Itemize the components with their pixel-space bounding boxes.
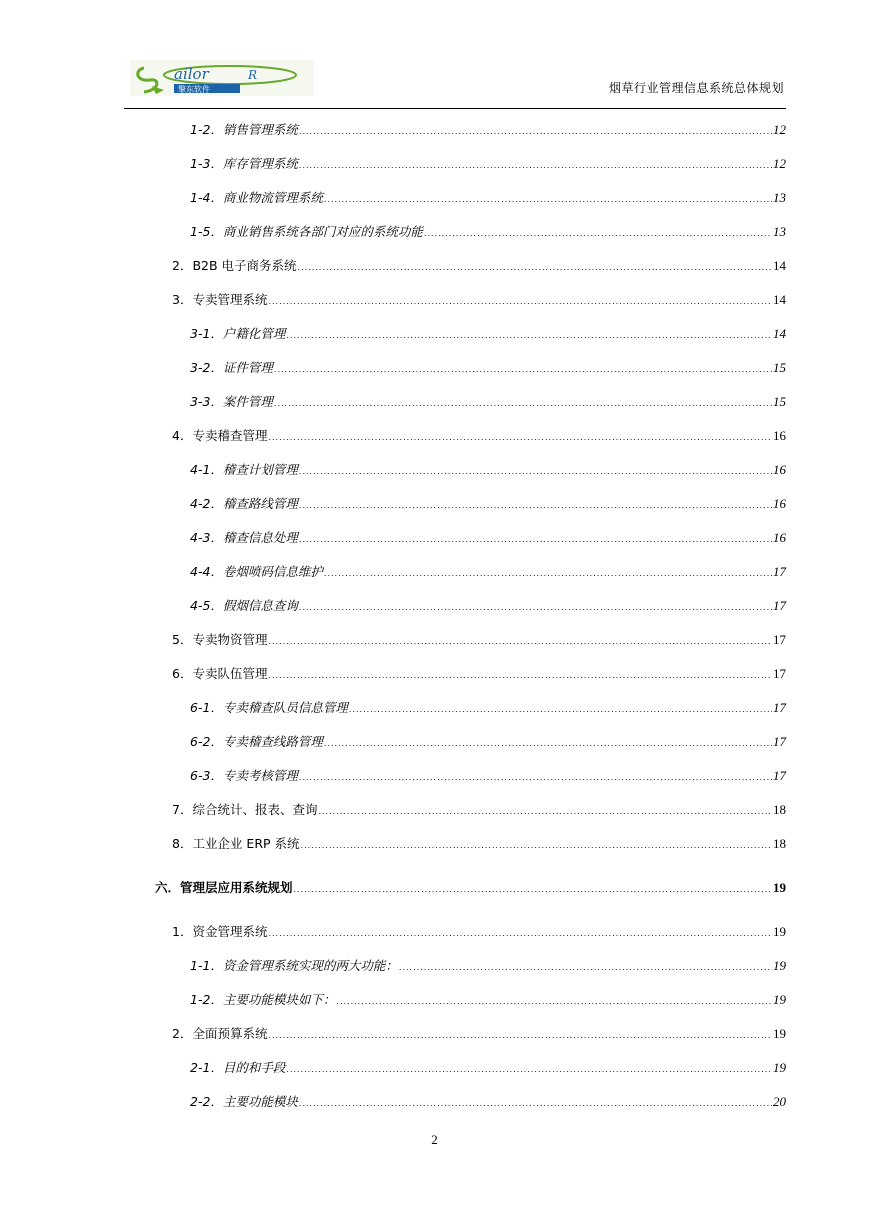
toc-entry-page: 14 — [773, 258, 786, 273]
toc-entry[interactable] — [190, 766, 786, 786]
toc-entry[interactable] — [172, 800, 786, 820]
toc-dot-leader — [268, 292, 772, 312]
page-header — [124, 58, 786, 109]
toc-dot-leader — [324, 564, 772, 584]
toc-entry-label: 3-3．案件管理 — [190, 394, 273, 409]
toc-dot-leader — [299, 462, 772, 482]
toc-entry-page: 15 — [773, 394, 786, 409]
toc-entry[interactable] — [190, 324, 786, 344]
toc-dot-leader — [299, 122, 772, 142]
svg-text:ailor: ailor — [174, 65, 209, 83]
toc-entry[interactable] — [172, 630, 786, 650]
toc-entry-page: 19 — [773, 1060, 786, 1075]
toc-entry-label: 7．综合统计、报表、查询 — [172, 802, 318, 817]
toc-entry[interactable] — [155, 878, 786, 898]
toc-entry-label: 2-2．主要功能模块 — [190, 1094, 298, 1109]
toc-entry-page: 17 — [773, 700, 786, 715]
page-number: 2 — [431, 1132, 438, 1147]
toc-entry-label: 6-3．专卖考核管理 — [190, 768, 298, 783]
toc-dot-leader — [286, 326, 772, 346]
toc-entry-label: 2．全面预算系统 — [172, 1026, 268, 1041]
toc-entry-page: 19 — [773, 992, 786, 1007]
svg-text:R: R — [248, 68, 258, 82]
toc-entry-page: 17 — [773, 666, 786, 681]
toc-entry-label: 6．专卖队伍管理 — [172, 666, 268, 681]
toc-dot-leader — [294, 880, 772, 900]
toc-entry-page: 16 — [773, 530, 786, 545]
toc-entry-page: 16 — [773, 428, 786, 443]
toc-entry-page: 12 — [773, 122, 786, 137]
toc-dot-leader — [268, 428, 772, 448]
toc-entry[interactable] — [190, 222, 786, 242]
toc-entry[interactable] — [190, 494, 786, 514]
toc-dot-leader — [324, 734, 772, 754]
toc-entry-page: 17 — [773, 632, 786, 647]
toc-entry[interactable] — [172, 834, 786, 854]
toc-entry[interactable] — [172, 664, 786, 684]
toc-dot-leader — [349, 700, 772, 720]
toc-entry-page: 14 — [773, 326, 786, 341]
toc-entry[interactable] — [190, 698, 786, 718]
toc-entry-label: 1-2．主要功能模块如下： — [190, 992, 336, 1007]
toc-dot-leader — [299, 768, 772, 788]
toc-entry-page: 17 — [773, 734, 786, 749]
toc-entry-label: 4-2．稽查路线管理 — [190, 496, 298, 511]
toc-entry[interactable] — [190, 460, 786, 480]
toc-entry-label: 1-2．销售管理系统 — [190, 122, 298, 137]
toc-entry-label: 2-1．目的和手段 — [190, 1060, 286, 1075]
toc-entry-label: 1-1．资金管理系统实现的两大功能： — [190, 958, 398, 973]
toc-entry-page: 19 — [773, 1026, 786, 1041]
toc-entry-page: 15 — [773, 360, 786, 375]
toc-entry[interactable] — [190, 956, 786, 976]
toc-dot-leader — [299, 156, 772, 176]
toc-entry-label: 3．专卖管理系统 — [172, 292, 268, 307]
toc-entry[interactable] — [190, 154, 786, 174]
toc-entry-page: 17 — [773, 598, 786, 613]
toc-entry[interactable] — [190, 528, 786, 548]
toc-dot-leader — [301, 836, 772, 856]
toc-entry[interactable] — [190, 990, 786, 1010]
toc-entry-label: 3-1．户籍化管理 — [190, 326, 286, 341]
toc-entry[interactable] — [190, 188, 786, 208]
toc-entry-page: 16 — [773, 462, 786, 477]
toc-entry-label: 1-4．商业物流管理系统 — [190, 190, 323, 205]
toc-entry[interactable] — [190, 1092, 786, 1112]
toc-dot-leader — [274, 360, 772, 380]
toc-dot-leader — [298, 258, 772, 278]
toc-dot-leader — [268, 632, 772, 652]
toc-entry-label: 6-2．专卖稽查线路管理 — [190, 734, 323, 749]
toc-entry-page: 18 — [773, 802, 786, 817]
toc-entry-label: 4-4．卷烟喷码信息维护 — [190, 564, 323, 579]
toc-entry-label: 3-2．证件管理 — [190, 360, 273, 375]
toc-entry[interactable] — [172, 290, 786, 310]
toc-dot-leader — [299, 530, 772, 550]
toc-entry-page: 17 — [773, 564, 786, 579]
toc-entry-page: 20 — [773, 1094, 786, 1109]
toc-entry[interactable] — [172, 426, 786, 446]
company-logo — [130, 60, 314, 96]
toc-entry[interactable] — [190, 358, 786, 378]
toc-entry-page: 13 — [773, 224, 786, 239]
toc-entry[interactable] — [190, 1058, 786, 1078]
toc-dot-leader — [424, 224, 772, 244]
toc-entry[interactable] — [190, 732, 786, 752]
toc-entry-page: 19 — [773, 880, 786, 895]
toc-dot-leader — [399, 958, 772, 978]
toc-entry-label: 1-5．商业销售系统各部门对应的系统功能 — [190, 224, 423, 239]
svg-text:擎东软件: 擎东软件 — [178, 85, 210, 94]
toc-entry-label: 4．专卖稽查管理 — [172, 428, 268, 443]
toc-entry[interactable] — [190, 120, 786, 140]
toc-entry-label: 6-1．专卖稽查队员信息管理 — [190, 700, 348, 715]
toc-dot-leader — [299, 598, 772, 618]
toc-entry[interactable] — [172, 922, 786, 942]
toc-entry-label: 2．B2B 电子商务系统 — [172, 258, 297, 273]
toc-entry-page: 14 — [773, 292, 786, 307]
toc-entry-label: 4-1．稽查计划管理 — [190, 462, 298, 477]
toc-dot-leader — [299, 496, 772, 516]
header-title: 烟草行业管理信息系统总体规划 — [608, 81, 784, 95]
toc-entry-page: 19 — [773, 958, 786, 973]
toc-entry[interactable] — [172, 1024, 786, 1044]
toc-entry-label: 8．工业企业 ERP 系统 — [172, 836, 300, 851]
toc-entry[interactable] — [190, 562, 786, 582]
toc-entry[interactable] — [190, 596, 786, 616]
toc-dot-leader — [286, 1060, 772, 1080]
toc-dot-leader — [268, 666, 772, 686]
toc-dot-leader — [268, 924, 772, 944]
toc-dot-leader — [299, 1094, 772, 1114]
toc-entry-label: 1-3．库存管理系统 — [190, 156, 298, 171]
toc-entry-page: 16 — [773, 496, 786, 511]
toc-entry-label: 4-3．稽查信息处理 — [190, 530, 298, 545]
toc-entry-page: 17 — [773, 768, 786, 783]
toc-entry-page: 13 — [773, 190, 786, 205]
toc-dot-leader — [274, 394, 772, 414]
toc-entry-page: 19 — [773, 924, 786, 939]
toc-entry-label: 5．专卖物资管理 — [172, 632, 268, 647]
toc-entry-label: 1．资金管理系统 — [172, 924, 268, 939]
toc-dot-leader — [268, 1026, 772, 1046]
toc-entry-page: 12 — [773, 156, 786, 171]
toc-dot-leader — [318, 802, 772, 822]
toc-dot-leader — [336, 992, 772, 1012]
toc-dot-leader — [324, 190, 772, 210]
toc-entry[interactable] — [172, 256, 786, 276]
toc-entry[interactable] — [190, 392, 786, 412]
toc-entry-label: 六．管理层应用系统规划 — [155, 880, 293, 895]
toc-entry-page: 18 — [773, 836, 786, 851]
toc-entry-label: 4-5．假烟信息查询 — [190, 598, 298, 613]
